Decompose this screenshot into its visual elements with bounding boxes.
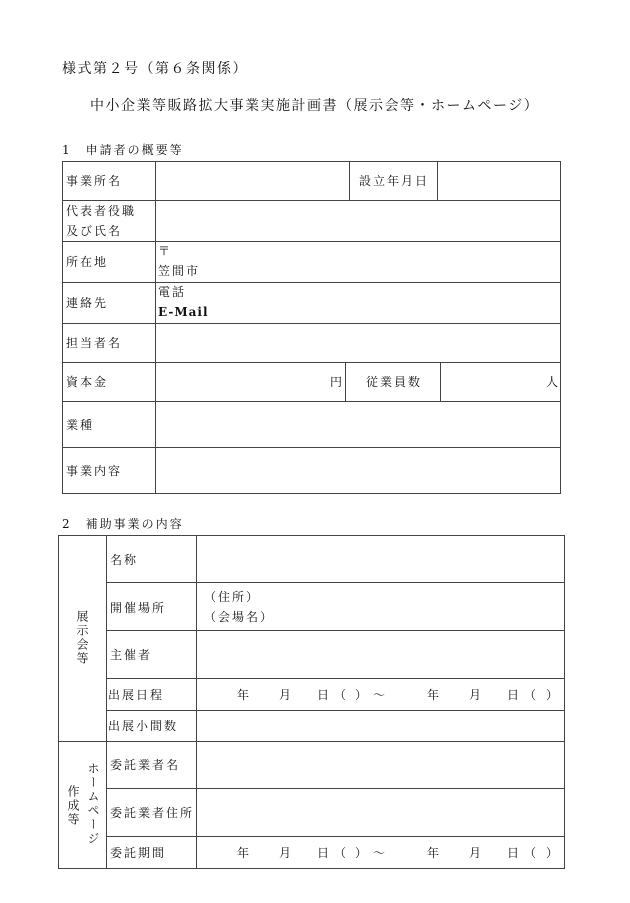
- page-title: 中小企業等販路拡大事業実施計画書（展示会等・ホームページ）: [90, 98, 540, 114]
- group-homepage-a: ホームページ: [86, 762, 100, 846]
- venue-address-label: （住所）: [204, 590, 261, 604]
- period-date-year: 年: [427, 846, 442, 860]
- label-industry: 業種: [66, 418, 95, 432]
- period-date-open: （: [524, 846, 539, 860]
- person-in-charge-field[interactable]: [156, 324, 560, 362]
- venue-field[interactable]: [270, 583, 564, 630]
- period-date-day: 日: [317, 846, 332, 860]
- label-representative-2: 及び氏名: [66, 224, 123, 238]
- schedule-date-day: 日: [317, 688, 332, 702]
- schedule-date-close: ）: [546, 688, 561, 702]
- venue-name-label: （会場名）: [204, 610, 275, 624]
- label-booths: 出展小間数: [108, 719, 179, 733]
- phone-label: 電話: [158, 285, 187, 299]
- period-date-month: 月: [279, 846, 294, 860]
- schedule-date-open: （: [334, 688, 349, 702]
- postal-mark: 〒: [158, 244, 173, 258]
- schedule-date-year: 年: [427, 688, 442, 702]
- period-date-open: （: [334, 846, 349, 860]
- period-date-month: 月: [469, 846, 484, 860]
- period-date-day: 日: [507, 846, 522, 860]
- divider: [106, 535, 107, 869]
- section1-heading: 1 申請者の概要等: [62, 143, 184, 157]
- label-organizer: 主催者: [110, 648, 153, 662]
- label-business-name: 事業所名: [66, 174, 123, 188]
- persons-unit: 人: [546, 375, 561, 389]
- contractor-address-field[interactable]: [197, 789, 564, 836]
- schedule-date-month: 月: [279, 688, 294, 702]
- divider: [349, 161, 350, 200]
- label-name: 名称: [110, 553, 139, 567]
- period-date-year: 年: [237, 846, 252, 860]
- booths-field[interactable]: [197, 711, 564, 741]
- divider: [345, 362, 346, 401]
- label-employees: 従業員数: [366, 375, 423, 389]
- group-homepage-b: 作成等: [66, 785, 80, 827]
- label-established: 設立年月日: [359, 174, 430, 188]
- section2-heading: 2 補助事業の内容: [62, 517, 184, 531]
- label-schedule: 出展日程: [108, 688, 165, 702]
- established-field[interactable]: [438, 162, 560, 200]
- schedule-date-tilde: ～: [373, 688, 388, 702]
- schedule-date-close: ）: [355, 688, 370, 702]
- yen-unit: 円: [330, 375, 345, 389]
- city-label: 笠間市: [158, 264, 201, 278]
- label-representative-1: 代表者役職: [66, 204, 137, 218]
- period-date-tilde: ～: [373, 846, 388, 860]
- period-date-close: ）: [355, 846, 370, 860]
- label-person-in-charge: 担当者名: [66, 336, 123, 350]
- employees-field[interactable]: [441, 363, 560, 401]
- schedule-date-month: 月: [469, 688, 484, 702]
- schedule-date-year: 年: [237, 688, 252, 702]
- label-contractor-address: 委託業者住所: [110, 806, 195, 820]
- address-field[interactable]: [180, 242, 560, 282]
- label-contractor-name: 委託業者名: [110, 758, 181, 772]
- exhibition-name-field[interactable]: [197, 536, 564, 582]
- form-number: 様式第２号（第６条関係）: [62, 61, 248, 77]
- schedule-date-open: （: [524, 688, 539, 702]
- schedule-date-day: 日: [507, 688, 522, 702]
- industry-field[interactable]: [156, 402, 560, 447]
- label-business-content: 事業内容: [66, 464, 123, 478]
- contact-field[interactable]: [210, 283, 560, 323]
- label-venue: 開催場所: [110, 601, 167, 615]
- group-exhibition: 展示会等: [75, 610, 89, 666]
- business-name-field[interactable]: [156, 162, 348, 200]
- capital-field[interactable]: [156, 363, 344, 401]
- label-address: 所在地: [66, 255, 109, 269]
- label-capital: 資本金: [66, 375, 109, 389]
- period-date-close: ）: [546, 846, 561, 860]
- label-contract-period: 委託期間: [110, 846, 167, 860]
- label-contact: 連絡先: [66, 296, 109, 310]
- organizer-field[interactable]: [197, 631, 564, 678]
- business-content-field[interactable]: [156, 448, 560, 493]
- contractor-name-field[interactable]: [197, 742, 564, 788]
- email-label: E-Mail: [158, 305, 209, 319]
- representative-field[interactable]: [156, 201, 560, 241]
